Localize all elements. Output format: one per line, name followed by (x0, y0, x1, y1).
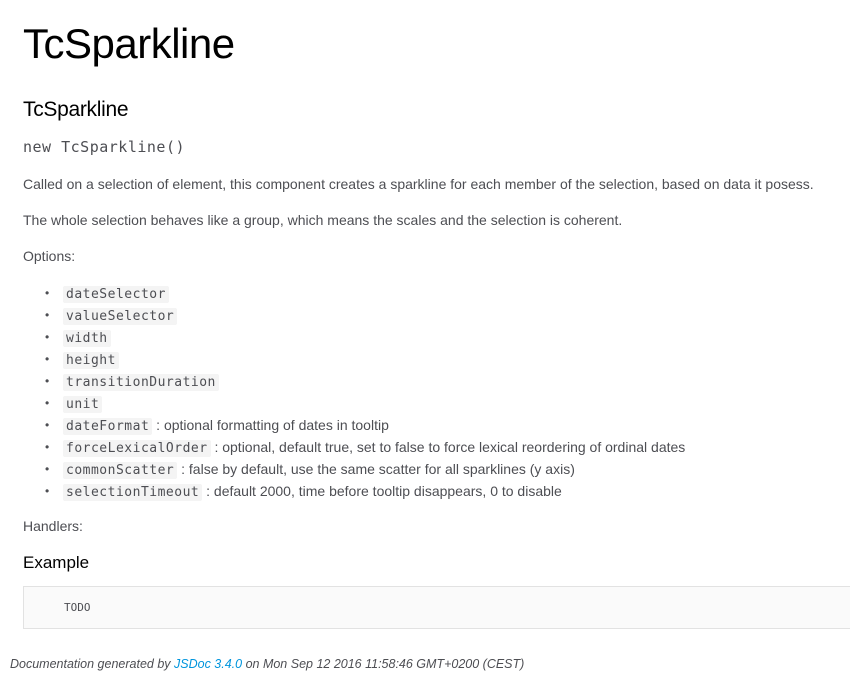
footer-prefix: Documentation generated by (10, 657, 174, 671)
option-item (45, 458, 685, 480)
bullet-icon: • (45, 418, 50, 432)
example-code: TODO (64, 601, 91, 614)
constructor-signature: new TcSparkline() (23, 138, 186, 156)
option-name: dateFormat (63, 418, 152, 435)
option-name: unit (63, 396, 102, 413)
option-item (45, 282, 685, 304)
option-item (45, 480, 685, 502)
jsdoc-link[interactable]: JSDoc 3.4.0 (174, 657, 243, 671)
option-item (45, 304, 685, 326)
option-desc: : false by default, use the same scatter for all sparklines (y axis) (177, 461, 575, 477)
option-item (45, 370, 685, 392)
bullet-icon: • (45, 286, 50, 300)
bullet-icon: • (45, 396, 50, 410)
option-desc: : default 2000, time before tooltip disappears, 0 to disable (202, 483, 562, 499)
option-item (45, 348, 685, 370)
option-desc: : optional formatting of dates in tooltip (152, 417, 389, 433)
footer-suffix: on Mon Sep 12 2016 11:58:46 GMT+0200 (CEST) (242, 657, 525, 671)
bullet-icon: • (45, 484, 50, 498)
option-name: transitionDuration (63, 374, 219, 391)
option-name: dateSelector (63, 286, 169, 303)
option-item (45, 392, 685, 414)
options-label: Options: (23, 248, 76, 264)
option-name: commonScatter (63, 462, 177, 479)
handlers-label: Handlers: (23, 518, 83, 534)
option-name: height (63, 352, 119, 369)
class-description-2: The whole selection behaves like a group, which means the scales and the selection is coherent. (23, 212, 623, 228)
bullet-icon: • (45, 374, 50, 388)
option-name: selectionTimeout (63, 484, 202, 501)
footer (10, 657, 524, 671)
option-name: forceLexicalOrder (63, 440, 211, 457)
example-heading: Example (23, 553, 90, 572)
class-description-1: Called on a selection of element, this component creates a sparkline for each member of the selection, based on data it posess. (23, 176, 814, 192)
option-item (45, 326, 685, 348)
page-title: TcSparkline (23, 20, 235, 67)
class-name-heading: TcSparkline (23, 98, 129, 121)
bullet-icon: • (45, 330, 50, 344)
options-list (23, 282, 685, 502)
option-name: width (63, 330, 111, 347)
option-name: valueSelector (63, 308, 177, 325)
bullet-icon: • (45, 308, 50, 322)
option-item (45, 414, 685, 436)
option-item (45, 436, 686, 458)
bullet-icon: • (45, 462, 50, 476)
bullet-icon: • (45, 352, 50, 366)
bullet-icon: • (45, 440, 50, 454)
example-code-block (23, 586, 850, 629)
option-desc: : optional, default true, set to false to force lexical reordering of ordinal dates (210, 439, 686, 455)
